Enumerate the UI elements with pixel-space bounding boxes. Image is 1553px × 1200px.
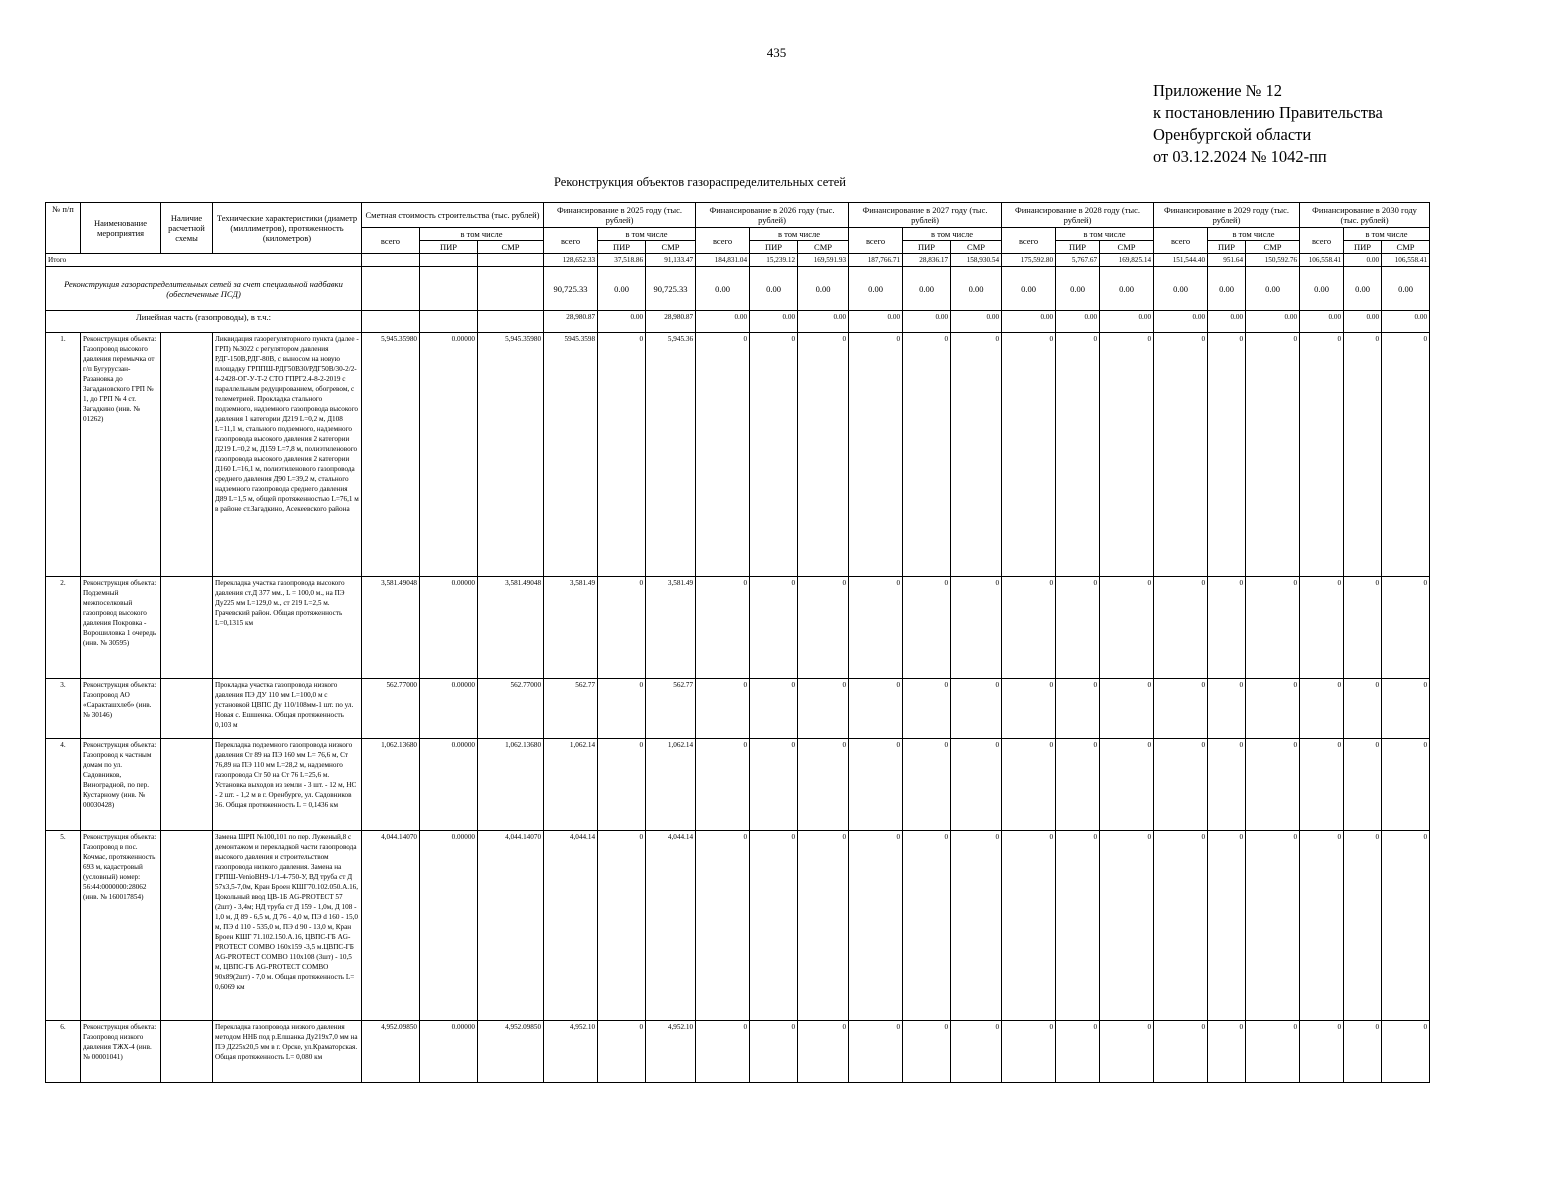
value-cell: 0 [1300, 831, 1344, 1021]
value-cell: 0.00 [1344, 267, 1382, 311]
value-cell: 0.00 [1002, 267, 1056, 311]
value-cell: 0 [1154, 679, 1208, 739]
value-cell: 0.00000 [420, 739, 478, 831]
value-cell: 0 [1208, 739, 1246, 831]
value-cell: 0 [1246, 333, 1300, 577]
row-number: 2. [46, 577, 81, 679]
value-cell: 0 [1344, 1021, 1382, 1083]
row-number: 6. [46, 1021, 81, 1083]
value-cell: 0 [696, 739, 750, 831]
header-smr: СМР [1382, 241, 1430, 254]
header-fin-2028: Финансирование в 2028 году (тыс. рублей) [1002, 203, 1154, 228]
header-name: Наименование мероприятия [81, 203, 161, 254]
row-name: Реконструкция объекта: Газопровод к частным домам по ул. Садовников, Виноградной, по пер. Кустарному (инв. № 00030428) [81, 739, 161, 831]
value-cell: 4,952.10 [544, 1021, 598, 1083]
value-cell: 0.00 [1208, 267, 1246, 311]
header-fin-2026: Финансирование в 2026 году (тыс. рублей) [696, 203, 849, 228]
value-cell: 0 [1208, 679, 1246, 739]
row-scheme [161, 739, 213, 831]
value-cell: 0 [798, 577, 849, 679]
value-cell: 0 [1208, 333, 1246, 577]
row-number: 4. [46, 739, 81, 831]
value-cell: 28,836.17 [903, 254, 951, 267]
value-cell: 0 [1382, 577, 1430, 679]
value-cell: 0.00 [598, 311, 646, 333]
value-cell: 0 [849, 679, 903, 739]
value-cell: 562.77 [544, 679, 598, 739]
value-cell: 0 [750, 739, 798, 831]
value-cell: 0.00 [798, 311, 849, 333]
value-cell: 0 [1154, 739, 1208, 831]
value-cell: 0 [1002, 577, 1056, 679]
value-cell: 0 [1154, 1021, 1208, 1083]
header-smr: СМР [951, 241, 1002, 254]
value-cell: 90,725.33 [646, 267, 696, 311]
value-cell: 0.00 [1154, 267, 1208, 311]
value-cell: 0 [1056, 679, 1100, 739]
value-cell: 0.00 [849, 311, 903, 333]
value-cell: 0 [1002, 739, 1056, 831]
value-cell: 175,592.80 [1002, 254, 1056, 267]
value-cell: 0 [903, 577, 951, 679]
value-cell: 106,558.41 [1382, 254, 1430, 267]
header-pir: ПИР [1344, 241, 1382, 254]
value-cell: 0 [598, 577, 646, 679]
header-incl: в том числе [1344, 228, 1430, 241]
value-cell: 1,062.14 [646, 739, 696, 831]
value-cell: 0 [1100, 831, 1154, 1021]
value-cell: 0 [1246, 739, 1300, 831]
value-cell [362, 267, 420, 311]
value-cell: 0.00 [1002, 311, 1056, 333]
header-total: всего [849, 228, 903, 254]
value-cell: 0 [1382, 679, 1430, 739]
value-cell: 0 [1246, 1021, 1300, 1083]
value-cell: 0.00 [951, 311, 1002, 333]
value-cell: 0 [1056, 1021, 1100, 1083]
value-cell: 562.77 [646, 679, 696, 739]
value-cell: 0.00 [1382, 267, 1430, 311]
value-cell: 158,930.54 [951, 254, 1002, 267]
row-scheme [161, 1021, 213, 1083]
value-cell: 5,767.67 [1056, 254, 1100, 267]
value-cell: 0 [1382, 333, 1430, 577]
header-total: всего [1002, 228, 1056, 254]
row-scheme [161, 831, 213, 1021]
value-cell: 0 [951, 1021, 1002, 1083]
value-cell: 0 [1154, 577, 1208, 679]
value-cell: 0.00 [750, 311, 798, 333]
value-cell: 0 [798, 1021, 849, 1083]
row-name: Реконструкция объекта: Газопровод низкого давления ТЖХ-4 (инв. № 00001041) [81, 1021, 161, 1083]
value-cell: 151,544.40 [1154, 254, 1208, 267]
header-pir: ПИР [750, 241, 798, 254]
header-cost: Сметная стоимость строительства (тыс. рублей) [362, 203, 544, 228]
value-cell: 0 [951, 739, 1002, 831]
value-cell: 0 [1100, 739, 1154, 831]
value-cell: 0 [1344, 333, 1382, 577]
header-fin-2030: Финансирование в 2030 году (тыс. рублей) [1300, 203, 1430, 228]
table-row [46, 679, 1430, 739]
value-cell: 0 [1246, 577, 1300, 679]
header-num: № п/п [46, 203, 81, 254]
value-cell: 0 [750, 577, 798, 679]
header-fin-2029: Финансирование в 2029 году (тыс. рублей) [1154, 203, 1300, 228]
value-cell: 0 [598, 831, 646, 1021]
value-cell: 4,044.14 [544, 831, 598, 1021]
value-cell: 3,581.49 [646, 577, 696, 679]
header-smr: СМР [1100, 241, 1154, 254]
value-cell: 0 [1246, 831, 1300, 1021]
value-cell: 3,581.49048 [478, 577, 544, 679]
value-cell [420, 254, 478, 267]
value-cell: 0 [696, 577, 750, 679]
value-cell: 0 [849, 1021, 903, 1083]
value-cell: 0.00 [1300, 311, 1344, 333]
appendix-line: к постановлению Правительства [1153, 103, 1383, 122]
financing-table [45, 202, 1430, 1083]
value-cell: 0 [750, 1021, 798, 1083]
value-cell: 37,518.86 [598, 254, 646, 267]
row-name: Реконструкция объекта: Газопровод АО «Саракташхлеб» (инв. № 30146) [81, 679, 161, 739]
header-tech: Технические характеристики (диаметр (миллиметров), протяженность (километров) [213, 203, 362, 254]
value-cell: 0.00 [1154, 311, 1208, 333]
value-cell: 0 [849, 739, 903, 831]
value-cell: 0 [1056, 739, 1100, 831]
itogo-row [46, 254, 1430, 267]
header-incl: в том числе [1208, 228, 1300, 241]
value-cell: 4,952.10 [646, 1021, 696, 1083]
value-cell: 0 [1300, 577, 1344, 679]
row-scheme [161, 577, 213, 679]
value-cell: 0.00000 [420, 679, 478, 739]
linear-row [46, 311, 1430, 333]
value-cell: 0 [598, 739, 646, 831]
value-cell: 0 [951, 333, 1002, 577]
linear-label: Линейная часть (газопроводы), в т.ч.: [46, 311, 362, 333]
header-smr: СМР [798, 241, 849, 254]
itogo-label: Итого [46, 254, 362, 267]
value-cell: 0 [903, 679, 951, 739]
header-fin-2025: Финансирование в 2025 году (тыс. рублей) [544, 203, 696, 228]
value-cell: 1,062.13680 [478, 739, 544, 831]
value-cell: 4,044.14 [646, 831, 696, 1021]
header-smr: СМР [1246, 241, 1300, 254]
row-name: Реконструкция объекта: Подземный межпоселковый газопровод высокого давления Покровка - Ворошиловка 1 очередь (инв. № 30595) [81, 577, 161, 679]
value-cell: 0.00000 [420, 831, 478, 1021]
value-cell: 0 [798, 679, 849, 739]
value-cell: 0.00000 [420, 333, 478, 577]
value-cell: 0 [1382, 1021, 1430, 1083]
value-cell: 0 [903, 1021, 951, 1083]
value-cell: 169,825.14 [1100, 254, 1154, 267]
value-cell: 0.00 [696, 267, 750, 311]
value-cell: 0.00 [1300, 267, 1344, 311]
value-cell: 0 [849, 333, 903, 577]
value-cell: 0 [1208, 831, 1246, 1021]
value-cell: 0.00 [750, 267, 798, 311]
value-cell: 0 [598, 333, 646, 577]
value-cell: 0 [1344, 739, 1382, 831]
value-cell: 0 [1344, 577, 1382, 679]
value-cell: 0 [1100, 1021, 1154, 1083]
row-name: Реконструкция объекта: Газопровод в пос. Кочмас, протяженность 693 м, кадастровый (условный) номер: 56:44:0000000:28062 (инв. № 160017854) [81, 831, 161, 1021]
row-tech: Перекладка участка газопровода высокого давления ст.Д 377 мм., L = 100,0 м., на ПЭ Ду225 мм L=129,0 м., ст 219 L=2,5 м. Грачевский район. Общая протяженность L=0,1315 км [213, 577, 362, 679]
value-cell: 0 [1382, 831, 1430, 1021]
value-cell: 0.00 [849, 267, 903, 311]
value-cell: 0 [1100, 577, 1154, 679]
header-total: всего [1154, 228, 1208, 254]
row-tech: Ликвидация газорегуляторного пункта (далее - ГРП) №3022 с регулятором давления РДГ-150В,РДГ-80В, с выносом на новую площадку ГРППШ-РДГ50В30/РДГ50В/30-2/2-4-2428-ОГ-У-Т-2 СТО ГПРГ2.4-8-2-2019 с параллельным редуцированием, обогревом, с телеметрией. Прокладка стального подземного, надземного газопровода высокого давления 1 категории Д219 L=0,2 м, Д108 L=11,1 м, стального подземного, надземного газопровода высокого давления 2 категории Д219 L=0,2 м, Д159 L=7,8 м, полиэтиленового газопровода высокого давления 2 категории Д160 L=16,1 м, полиэтиленового газопровода среднего давления Д90 L=39,2 м, стального надземного газопровода среднего давления Д89 L=1,5 м, общей протяженностью L=76,1 м в районе ст.Загадкино, Асекеевского района [213, 333, 362, 577]
value-cell: 0 [598, 1021, 646, 1083]
value-cell: 5,945.35980 [362, 333, 420, 577]
value-cell: 0 [798, 831, 849, 1021]
value-cell: 0.00 [1246, 311, 1300, 333]
value-cell: 0.00 [598, 267, 646, 311]
header-total: всего [544, 228, 598, 254]
header-incl: в том числе [1056, 228, 1154, 241]
row-tech: Перекладка газопровода низкого давления методом ННБ под р.Елшанка Ду219х7,0 мм на ПЭ Д225х20,5 мм в г. Орске, ул.Краматорская. Общая протяженность L= 0,080 км [213, 1021, 362, 1083]
row-scheme [161, 333, 213, 577]
value-cell: 1,062.13680 [362, 739, 420, 831]
value-cell: 0 [1056, 577, 1100, 679]
header-incl: в том числе [750, 228, 849, 241]
row-name: Реконструкция объекта: Газопровод высокого давления перемычка от г/п Бугурусзан-Разановка до Загадановского ГРП № 1, до ГРП № 4 ст. Загадкино (инв. № 01262) [81, 333, 161, 577]
value-cell: 0 [1056, 333, 1100, 577]
value-cell: 0 [1300, 739, 1344, 831]
value-cell: 91,133.47 [646, 254, 696, 267]
special-row [46, 267, 1430, 311]
value-cell: 0 [750, 831, 798, 1021]
value-cell [362, 311, 420, 333]
header-incl: в том числе [598, 228, 696, 241]
value-cell: 0 [1100, 333, 1154, 577]
value-cell: 5,945.35980 [478, 333, 544, 577]
value-cell: 3,581.49048 [362, 577, 420, 679]
value-cell: 0 [798, 333, 849, 577]
value-cell: 150,592.76 [1246, 254, 1300, 267]
value-cell: 562.77000 [362, 679, 420, 739]
appendix-line: от 03.12.2024 № 1042-пп [1153, 147, 1327, 166]
value-cell: 1,062.14 [544, 739, 598, 831]
value-cell: 0 [951, 831, 1002, 1021]
appendix-line: Приложение № 12 [1153, 81, 1283, 100]
value-cell: 0 [1382, 739, 1430, 831]
value-cell: 0 [696, 333, 750, 577]
row-tech: Прокладка участка газопровода низкого давления ПЭ ДУ 110 мм L=100,0 м с установкой ЦВПС Ду 110/108мм-1 шт. по ул. Новая с. Ешшенка. Общая протяженность 0,103 м [213, 679, 362, 739]
header-smr: СМР [646, 241, 696, 254]
value-cell: 951.64 [1208, 254, 1246, 267]
value-cell: 0 [903, 333, 951, 577]
value-cell: 0 [1154, 333, 1208, 577]
document-title: Реконструкция объектов газораспределительных сетей [554, 175, 846, 189]
value-cell: 562.77000 [478, 679, 544, 739]
header-pir: ПИР [1208, 241, 1246, 254]
row-tech: Перекладка подземного газопровода низкого давления Ст 89 на ПЭ 160 мм L= 76,6 м, Ст 76,89 на ПЭ 110 мм L=28,2 м, надземного газопровода Ст 50 на Ст 76 L=25,6 м. Установка выходов из земли - 3 шт. - 12 м, НС - 2 шт. - 1,2 м в г. Оренбурге, ул. Садовников 36. Общая протяженность L = 0,1436 км [213, 739, 362, 831]
value-cell: 0 [1154, 831, 1208, 1021]
value-cell: 0 [903, 739, 951, 831]
header-incl: в том числе [420, 228, 544, 241]
value-cell: 0 [951, 679, 1002, 739]
value-cell: 0 [1246, 679, 1300, 739]
table-row [46, 739, 1430, 831]
value-cell: 0.00 [1100, 311, 1154, 333]
header-fin-2027: Финансирование в 2027 году (тыс. рублей) [849, 203, 1002, 228]
value-cell: 4,044.14070 [478, 831, 544, 1021]
value-cell: 0 [849, 831, 903, 1021]
value-cell [478, 254, 544, 267]
page-number: 435 [766, 45, 787, 60]
value-cell [478, 267, 544, 311]
value-cell: 15,239.12 [750, 254, 798, 267]
value-cell: 0.00 [1382, 311, 1430, 333]
value-cell: 0 [1002, 1021, 1056, 1083]
value-cell: 4,952.09850 [362, 1021, 420, 1083]
value-cell: 0.00 [1208, 311, 1246, 333]
special-label: Реконструкция газораспределительных сетей за счет специальной надбавки (обеспеченные ПСД) [46, 267, 362, 311]
value-cell [420, 311, 478, 333]
value-cell: 4,952.09850 [478, 1021, 544, 1083]
value-cell: 0 [849, 577, 903, 679]
value-cell: 128,652.33 [544, 254, 598, 267]
value-cell: 0 [903, 831, 951, 1021]
value-cell: 90,725.33 [544, 267, 598, 311]
value-cell: 3,581.49 [544, 577, 598, 679]
value-cell: 0 [598, 679, 646, 739]
table-row [46, 1021, 1430, 1083]
appendix-line: Оренбургской области [1153, 125, 1312, 144]
header-total: всего [1300, 228, 1344, 254]
table-row [46, 333, 1430, 577]
value-cell: 0 [1002, 831, 1056, 1021]
value-cell: 0 [1002, 333, 1056, 577]
header-pir: ПИР [598, 241, 646, 254]
header-pir: ПИР [1056, 241, 1100, 254]
value-cell: 5,945.36 [646, 333, 696, 577]
value-cell: 0 [1208, 1021, 1246, 1083]
value-cell: 28,980.87 [544, 311, 598, 333]
value-cell: 0 [1344, 679, 1382, 739]
value-cell: 0.00 [1246, 267, 1300, 311]
value-cell: 0 [696, 1021, 750, 1083]
value-cell: 0 [1300, 1021, 1344, 1083]
value-cell: 0.00 [903, 267, 951, 311]
value-cell: 0 [1100, 679, 1154, 739]
table-row [46, 577, 1430, 679]
value-cell: 0 [696, 831, 750, 1021]
header-scheme: Наличие расчетной схемы [161, 203, 213, 254]
value-cell: 0 [951, 577, 1002, 679]
row-number: 5. [46, 831, 81, 1021]
value-cell: 4,044.14070 [362, 831, 420, 1021]
row-tech: Замена ШРП №100,101 по пер. Луженый,8 с демонтажом и перекладкой части газопровода высокого давления и строительством газопровода низкого давления. Замена на ГРПШ-VenioBH9-1/1-4-750-У, ВД труба ст Д 57х3,5-7,0м, Кран Броен КШГ70.102.050.А.16, Цокольный ввод ЦВ-1Б AG-PROTECT 57 (2шт) - 3,4м; НД труба ст Д 159 - 1,0м, Д 108 - 1,0 м, Д 89 - 6,5 м, Д 76 - 4,0 м, ПЭ d 160 - 15,0 м, ПЭ d 110 - 535,0 м, ПЭ d 90 - 13,0 м, Кран Броен КШГ 71.102.150.А.16, ЦВПС-ГБ AG-PROTECT COMBO 160х159 -3,5 м.ЦВПС-ГБ AG-PROTECT COMBO 110х108 (3шт) - 10,5 м, ЦВПС-ГБ AG-PROTECT COMBO 90х89(2шт) - 7,0 м. Общая протяженность L= 0,6069 км [213, 831, 362, 1021]
table-row [46, 831, 1430, 1021]
value-cell: 0 [750, 333, 798, 577]
value-cell: 0 [1056, 831, 1100, 1021]
row-number: 3. [46, 679, 81, 739]
value-cell [478, 311, 544, 333]
value-cell: 5945.3598 [544, 333, 598, 577]
value-cell: 106,558.41 [1300, 254, 1344, 267]
header-pir: ПИР [903, 241, 951, 254]
header-smr: СМР [478, 241, 544, 254]
row-scheme [161, 679, 213, 739]
value-cell: 0 [750, 679, 798, 739]
row-number: 1. [46, 333, 81, 577]
value-cell: 28,980.87 [646, 311, 696, 333]
header-pir: ПИР [420, 241, 478, 254]
value-cell: 0 [1344, 831, 1382, 1021]
value-cell: 184,831.04 [696, 254, 750, 267]
value-cell: 0 [1002, 679, 1056, 739]
value-cell: 0.00 [1056, 311, 1100, 333]
value-cell: 0.00 [798, 267, 849, 311]
value-cell: 0 [696, 679, 750, 739]
header-total: всего [696, 228, 750, 254]
value-cell: 0 [1208, 577, 1246, 679]
header-total: всего [362, 228, 420, 254]
value-cell: 0.00 [951, 267, 1002, 311]
value-cell: 0.00 [903, 311, 951, 333]
header-incl: в том числе [903, 228, 1002, 241]
value-cell: 169,591.93 [798, 254, 849, 267]
value-cell: 0.00000 [420, 577, 478, 679]
value-cell: 0.00 [696, 311, 750, 333]
appendix-block [1153, 80, 1383, 168]
value-cell: 0.00000 [420, 1021, 478, 1083]
value-cell: 0 [798, 739, 849, 831]
value-cell: 0.00 [1344, 254, 1382, 267]
value-cell: 0.00 [1344, 311, 1382, 333]
value-cell: 0.00 [1100, 267, 1154, 311]
value-cell [362, 254, 420, 267]
value-cell: 0.00 [1056, 267, 1100, 311]
value-cell: 187,766.71 [849, 254, 903, 267]
value-cell: 0 [1300, 679, 1344, 739]
value-cell: 0 [1300, 333, 1344, 577]
value-cell [420, 267, 478, 311]
